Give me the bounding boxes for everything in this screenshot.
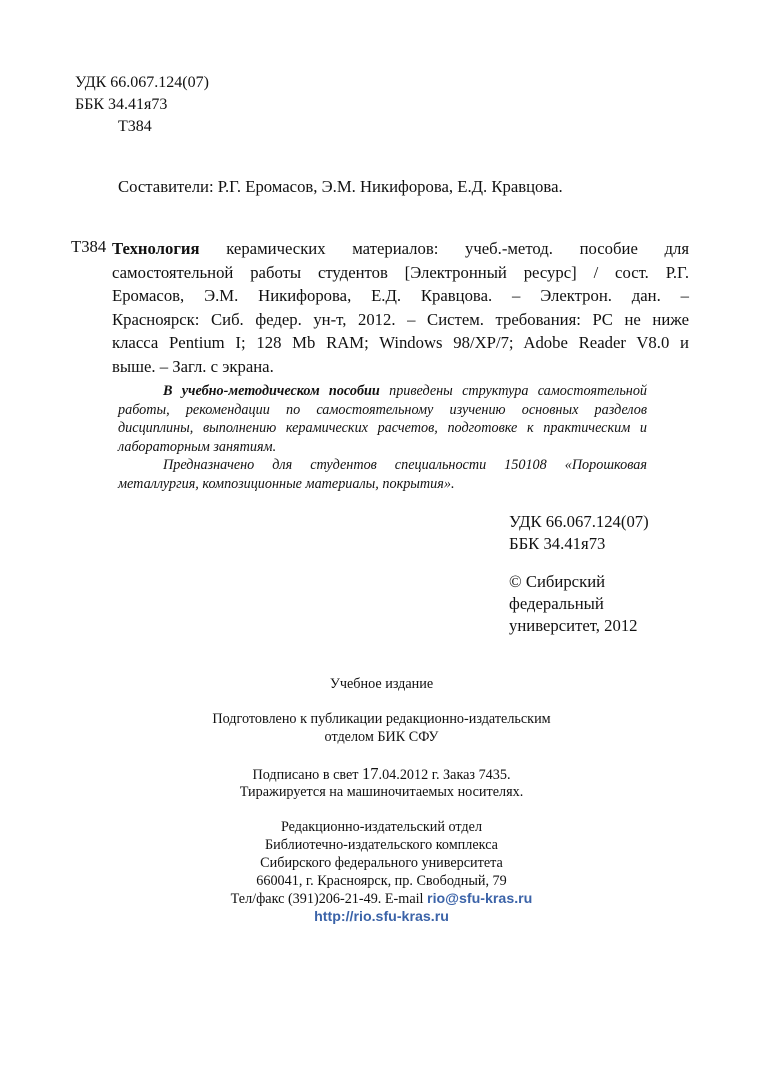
header-udk: УДК 66.067.124(07) [75, 74, 209, 91]
abstract-line-3: дисциплины, выполнению керамических расчетов, подготовке к практическим и [118, 420, 647, 436]
prepared-line-1: Подготовлено к публикации редакционно-издательским [212, 711, 551, 727]
entry-line-1: Технология керамических материалов: учеб.-метод. пособие для [112, 239, 689, 258]
entry-code: Т384 [71, 237, 107, 256]
copyright-line-2: федеральный [509, 594, 604, 613]
compilers-line: Составители: Р.Г. Еромасов, Э.М. Никифорова, Е.Д. Кравцова. [118, 177, 563, 196]
header-bbk: ББК 34.41я73 [75, 96, 168, 113]
abstract-line-2: работы, рекомендации по самостоятельному изучению основных разделов [118, 401, 647, 418]
signed-line: Подписано в свет 17.04.2012 г. Заказ 7435. [252, 764, 511, 783]
contact-line: Тел/факс (391)206-21-49. E-mail rio@sfu-kras.ru [230, 891, 533, 907]
website-link[interactable]: http://rio.sfu-kras.ru [314, 909, 449, 925]
address-line: 660041, г. Красноярск, пр. Свободный, 79 [256, 873, 507, 889]
dept-line-1: Редакционно-издательский отдел [280, 819, 483, 835]
copyright-line-1: © Сибирский [509, 572, 606, 591]
dept-line-3: Сибирского федерального университета [260, 855, 503, 871]
entry-line-5: класса Pentium I; 128 Mb RAM; Windows 98/XP/7; Adobe Reader V8.0 и [112, 333, 689, 353]
entry-line-3: Еромасов, Э.М. Никифорова, Е.Д. Кравцова. – Электрон. дан. – [112, 286, 689, 306]
edition-type: Учебное издание [329, 676, 434, 692]
right-bbk: ББК 34.41я73 [509, 534, 606, 553]
purpose-line-2: металлургия, композиционные материалы, покрытия». [118, 475, 455, 492]
abstract-lead: В учебно-методическом пособии [163, 383, 380, 399]
entry-line-4: Красноярск: Сиб. федер. ун-т, 2012. – Систем. требования: PC не ниже [112, 309, 689, 329]
right-classification [509, 511, 649, 637]
dept-line-2: Библиотечно-издательского комплекса [265, 837, 498, 853]
right-udk: УДК 66.067.124(07) [509, 512, 649, 531]
copyright-line-3: университет, 2012 [509, 616, 638, 635]
entry-title: Технология [112, 239, 200, 258]
purpose-line-1: Предназначено для студентов специальности 150108 «Порошковая [163, 457, 647, 473]
prepared-line-2: отделом БИК СФУ [324, 729, 439, 745]
replicated-line: Тиражируется на машиночитаемых носителях. [239, 784, 524, 800]
header-author-code: Т384 [118, 118, 152, 135]
abstract-line-4: лабораторным занятиям. [118, 438, 277, 455]
email-link[interactable]: rio@sfu-kras.ru [427, 891, 533, 907]
bibliographic-entry [112, 237, 689, 379]
website-line [0, 909, 763, 926]
entry-line-2: самостоятельной работы студентов [Электронный ресурс] / сост. Р.Г. [112, 262, 689, 282]
abstract-line-1: В учебно-методическом пособии приведены структура самостоятельной [163, 383, 648, 399]
abstract [118, 382, 647, 493]
entry-line-6: выше. – Загл. с экрана. [112, 356, 274, 376]
